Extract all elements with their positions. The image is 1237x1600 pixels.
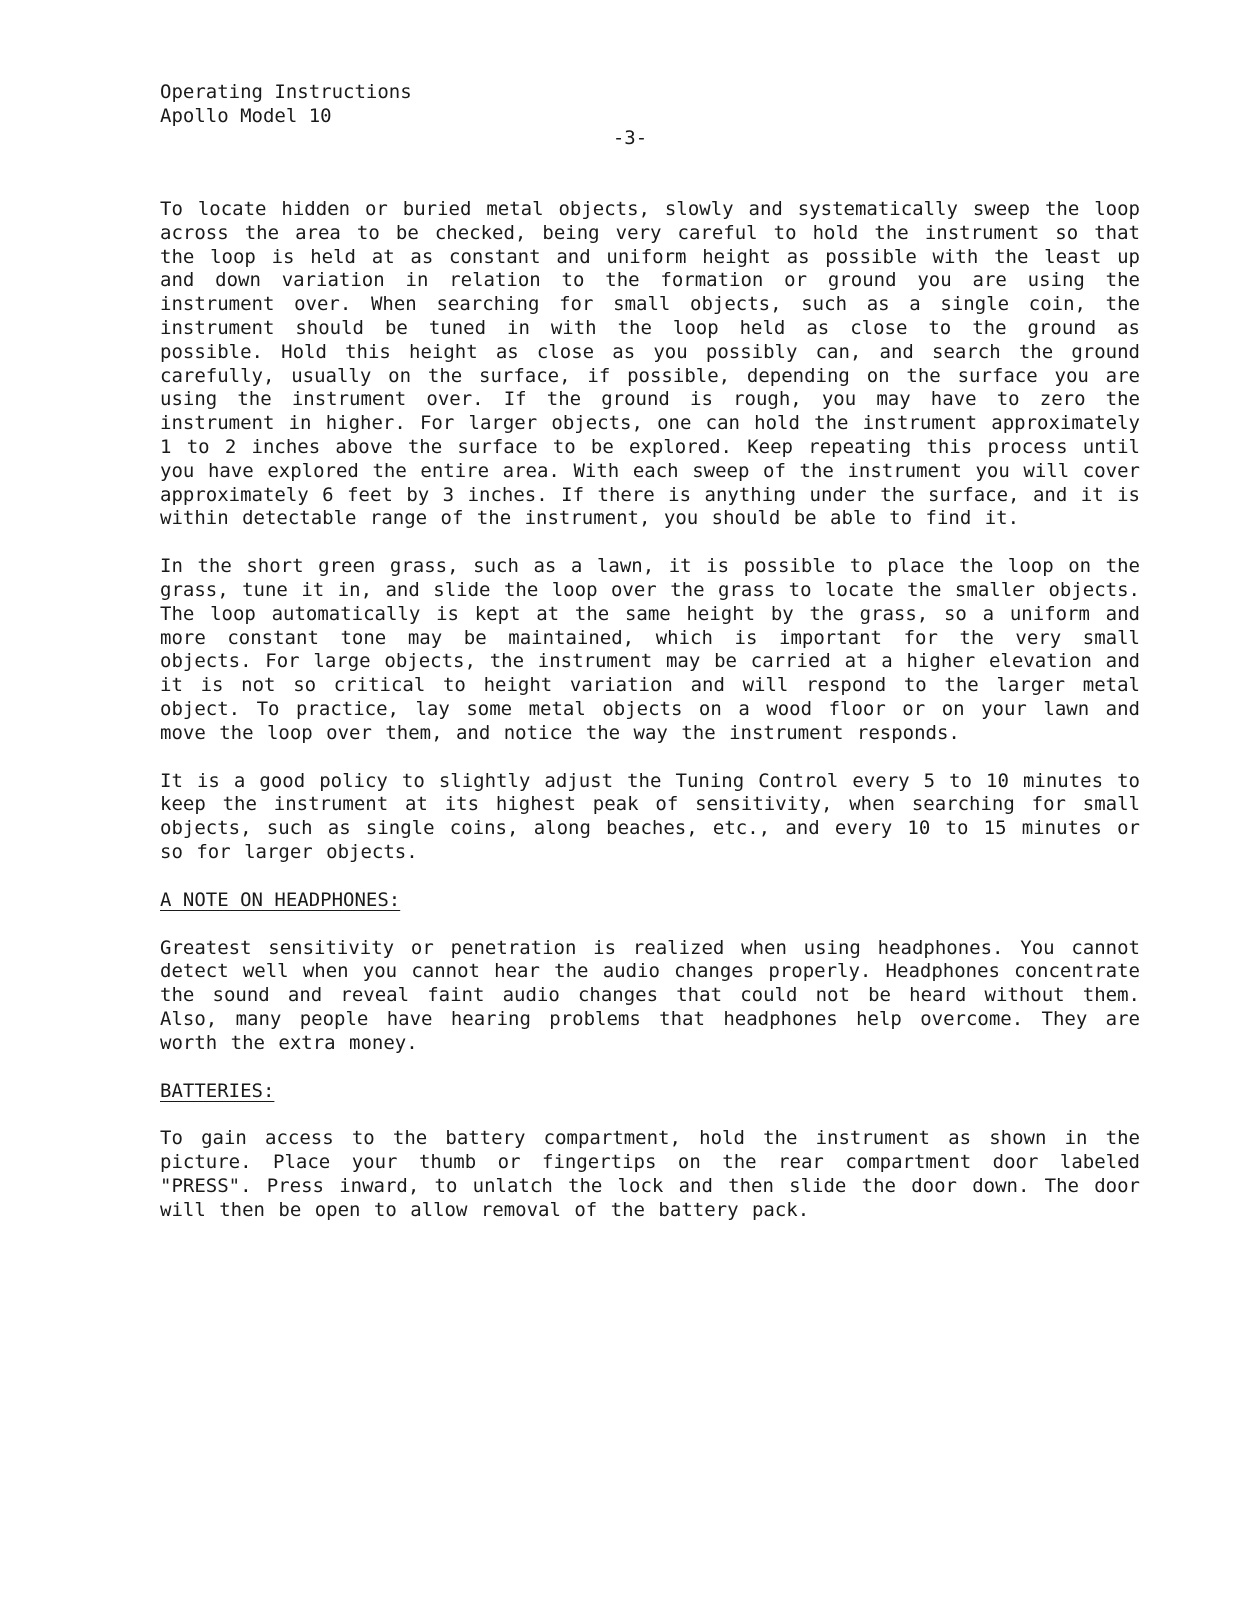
document-header xyxy=(160,80,412,128)
headphones-heading: A NOTE ON HEADPHONES: xyxy=(160,888,401,911)
document-body xyxy=(160,198,1140,1246)
page-number: -3- xyxy=(612,127,648,149)
paragraph-batteries: To gain access to the battery compartment, hold the instrument as shown in the picture. Place your thumb or fingertips on the rear compartment door labeled "PRESS". Press inward, to unlatch the lock and then slide the door down. The door will then be open to allow removal of the battery pack. xyxy=(160,1127,1140,1221)
header-title: Operating Instructions xyxy=(160,81,412,103)
paragraph-lawn-search: In the short green grass, such as a lawn, it is possible to place the loop on the grass, tune it in, and slide the loop over the grass to locate the smaller objects. The loop automatically is kept at the same height by the grass, so a uniform and more constant tone may be maintained, which is important for the very small objects. For large objects, the instrument may be carried at a higher elevation and it is not so critical to height variation and will respond to the larger metal object. To practice, lay some metal objects on a wood floor or on your lawn and move the loop over them, and notice the way the instrument responds. xyxy=(160,555,1140,744)
header-model: Apollo Model 10 xyxy=(160,105,332,127)
paragraph-headphones: Greatest sensitivity or penetration is realized when using headphones. You cannot detect well when you cannot hear the audio changes properly. Headphones concentrate the sound and reveal faint audio changes that could not be heard without them. Also, many people have hearing problems that headphones help overcome. They are worth the extra money. xyxy=(160,936,1140,1054)
batteries-heading: BATTERIES: xyxy=(160,1079,275,1102)
paragraph-search-technique: To locate hidden or buried metal objects, slowly and systematically sweep the loop across the area to be checked, being very careful to hold the instrument so that the loop is held at as constant and uniform height as possible with the least up and down variation in relation to the formation or ground you are using the instrument over. When searching for small objects, such as a single coin, the instrument should be tuned in with the loop held as close to the ground as possible. Hold this height as close as you possibly can, and search the ground carefully, usually on the surface, if possible, depending on the surface you are using the instrument over. If the ground is rough, you may have to zero the instrument in higher. For larger objects, one can hold the instrument approximately 1 to 2 inches above the surface to be explored. Keep repeating this process until you have explored the entire area. With each sweep of the instrument you will cover approximately 6 feet by 3 inches. If there is anything under the surface, and it is within detectable range of the instrument, you should be able to find it. xyxy=(160,198,1140,530)
paragraph-tuning-policy: It is a good policy to slightly adjust the Tuning Control every 5 to 10 minutes to keep the instrument at its highest peak of sensitivity, when searching for small objects, such as single coins, along beaches, etc., and every 10 to 15 minutes or so for larger objects. xyxy=(160,769,1140,863)
